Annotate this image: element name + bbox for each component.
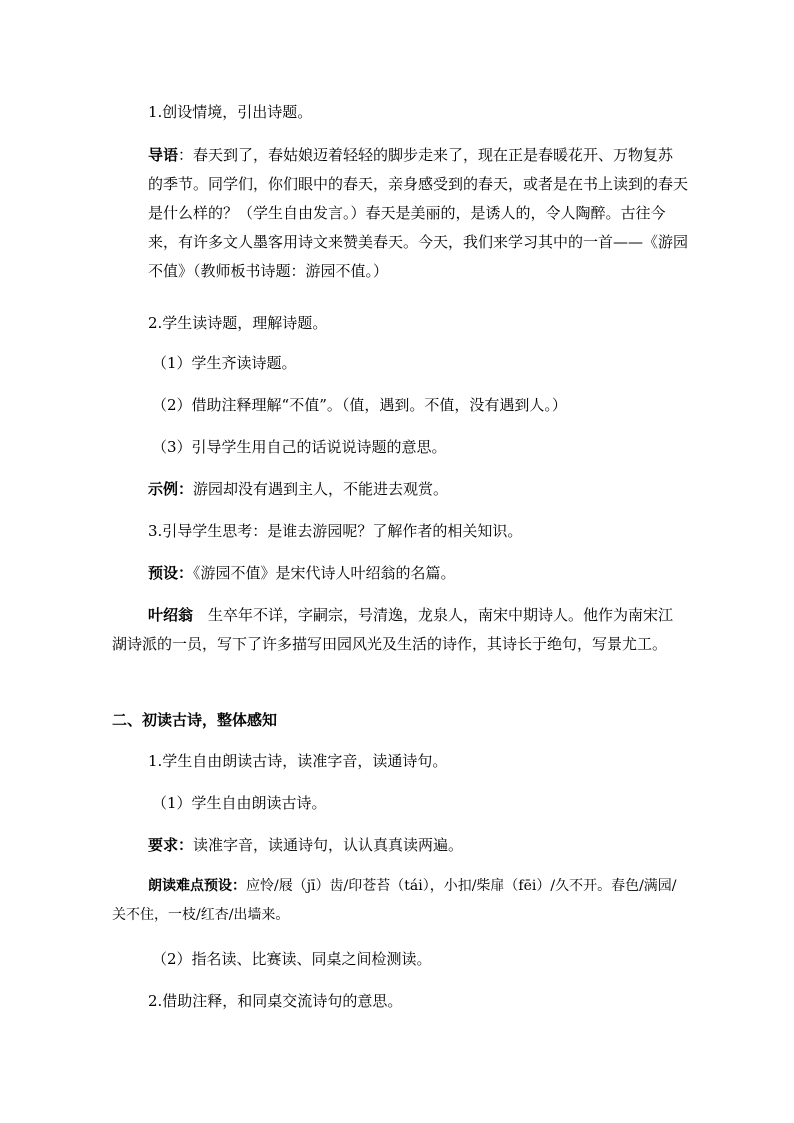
section-2-step-1: 1.学生自由朗读古诗，读准字音，读通诗句。: [148, 752, 448, 770]
reading-difficulty-text: 应怜/屐（jī）齿/印苍苔（tái），小扣/柴扉（fēi）/久不开。春色/满园/关不住，一枝/红杏/出墙来。: [112, 878, 677, 923]
preset-paragraph: [148, 564, 688, 583]
step-1-create-scene: 1.创设情境，引出诗题。: [148, 103, 313, 121]
author-text: 生卒年不详，字嗣宗，号清逸，龙泉人，南宋中期诗人。他作为南宋江湖诗派的一员，写下了许多描写田园风光及生活的诗作，其诗长于绝句，写景尤工。: [112, 606, 674, 653]
author-label: 叶绍翁: [148, 606, 194, 624]
intro-label: 导语: [148, 146, 179, 164]
step-2-2-understand-buzhi: （2）借助注释理解“不值”。（值，遇到。不值，没有遇到人。）: [152, 396, 567, 414]
step-2-3-explain-title: （3）引导学生用自己的话说说诗题的意思。: [152, 438, 447, 456]
section-2-step-1-2: （2）指名读、比赛读、同桌之间检测读。: [152, 950, 432, 968]
section-2-step-1-1: （1）学生自由朗读古诗。: [152, 794, 327, 812]
author-paragraph: [112, 601, 687, 659]
example-paragraph: [148, 480, 688, 499]
preset-text: 《游园不值》是宋代诗人叶绍翁的名篇。: [193, 564, 456, 582]
reading-difficulty-label: 朗读难点预设：: [148, 878, 246, 894]
requirement-label: 要求：: [148, 836, 194, 854]
requirement-text: 读准字音，读通诗句，认认真真读两遍。: [193, 836, 464, 854]
reading-difficulty-paragraph: [112, 872, 687, 930]
preset-label: 预设：: [148, 564, 194, 582]
intro-paragraph: [148, 141, 688, 286]
intro-text: ：春天到了，春姑娘迈着轻轻的脚步走来了，现在正是春暖花开、万物复苏的季节。同学们，你们眼中的春天，亲身感受到的春天，或者是在书上读到的春天是什么样的？（学生自由发言。）春天是美丽的，是诱人的，令人陶醉。古往今来，有许多文人墨客用诗文来赞美春天。今天，我们来学习其中的一首——《游园不值》（教师板书诗题：游园不值。）: [148, 146, 689, 280]
example-text: 游园却没有遇到主人，不能进去观赏。: [193, 480, 449, 498]
section-2-step-2: 2.借助注释，和同桌交流诗句的意思。: [148, 992, 403, 1010]
example-label: 示例：: [148, 480, 194, 498]
step-3-think-author: 3.引导学生思考：是谁去游园呢？了解作者的相关知识。: [148, 522, 523, 540]
step-2-read-title: 2.学生读诗题，理解诗题。: [148, 314, 328, 332]
step-2-1-read-together: （1）学生齐读诗题。: [152, 354, 297, 372]
requirement-paragraph: [148, 836, 688, 855]
section-2-heading: 二、初读古诗，整体感知: [112, 711, 278, 729]
